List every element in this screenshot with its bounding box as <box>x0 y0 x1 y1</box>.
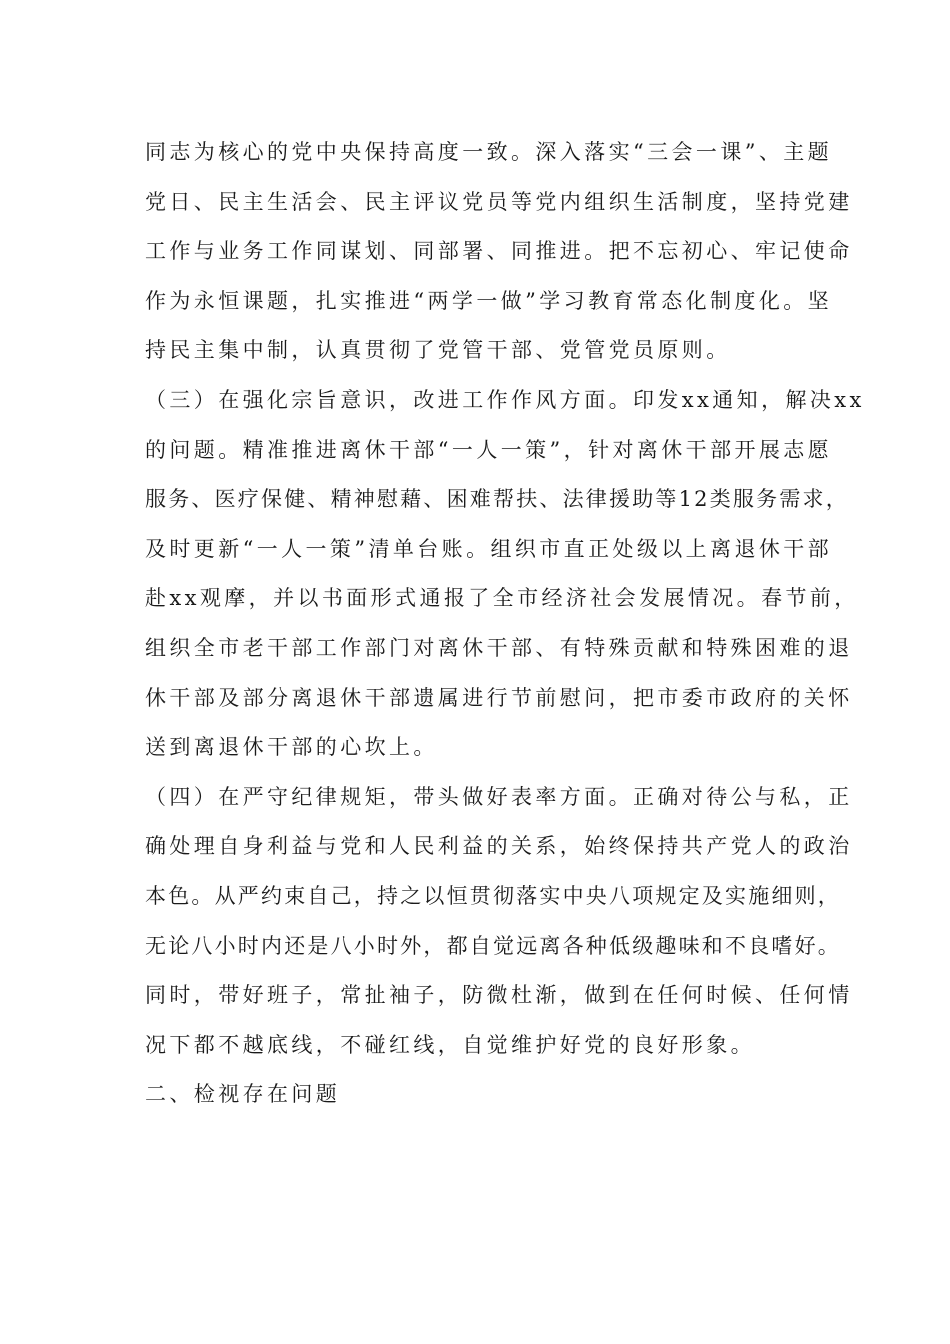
text-line: 况下都不越底线，不碰红线，自觉维护好党的良好形象。 <box>145 1032 755 1057</box>
text-line: 同志为核心的党中央保持高度一致。深入落实“三会一课”、主题 <box>145 140 833 164</box>
text-line: 作为永恒课题，扎实推进“两学一做”学习教育常态化制度化。坚 <box>145 288 833 313</box>
text-line: 党日、民主生活会、民主评议党员等党内组织生活制度，坚持党建 <box>145 189 853 214</box>
text-line: 同时，带好班子，常扯袖子，防微杜渐，做到在任何时候、任何情 <box>145 983 853 1008</box>
section-heading-three: （三）在强化宗旨意识，改进工作作风方面。印发xx通知，解决xx <box>145 387 865 412</box>
text-line: 无论八小时内还是八小时外，都自觉远离各种低级趣味和不良嗜好。 <box>145 933 841 958</box>
section-heading-two: 二、检视存在问题 <box>145 1082 341 1107</box>
body-text <box>145 128 865 1120</box>
text-line: 送到离退休干部的心坎上。 <box>145 735 438 760</box>
text-line: 组织全市老干部工作部门对离休干部、有特殊贡献和特殊困难的退 <box>145 635 853 660</box>
text-line: 及时更新“一人一策”清单台账。组织市直正处级以上离退休干部 <box>145 536 833 561</box>
text-line: 本色。从严约束自己，持之以恒贯彻落实中央八项规定及实施细则， <box>145 883 841 908</box>
text-line: 确处理自身利益与党和人民利益的关系，始终保持共产党人的政治 <box>145 834 853 859</box>
text-line: 服务、医疗保健、精神慰藉、困难帮扶、法律援助等12类服务需求， <box>145 487 849 512</box>
text-line: 工作与业务工作同谋划、同部署、同推进。把不忘初心、牢记使命 <box>145 239 853 264</box>
text-line: 的问题。精准推进离休干部“一人一策”，针对离休干部开展志愿 <box>145 437 833 462</box>
text-line: 赴xx观摩，并以书面形式通报了全市经济社会发展情况。春节前， <box>145 586 859 611</box>
text-line: 持民主集中制，认真贯彻了党管干部、党管党员原则。 <box>145 338 731 363</box>
text-line: 休干部及部分离退休干部遗属进行节前慰问，把市委市政府的关怀 <box>145 685 853 710</box>
section-heading-four: （四）在严守纪律规矩，带头做好表率方面。正确对待公与私，正 <box>145 784 853 809</box>
